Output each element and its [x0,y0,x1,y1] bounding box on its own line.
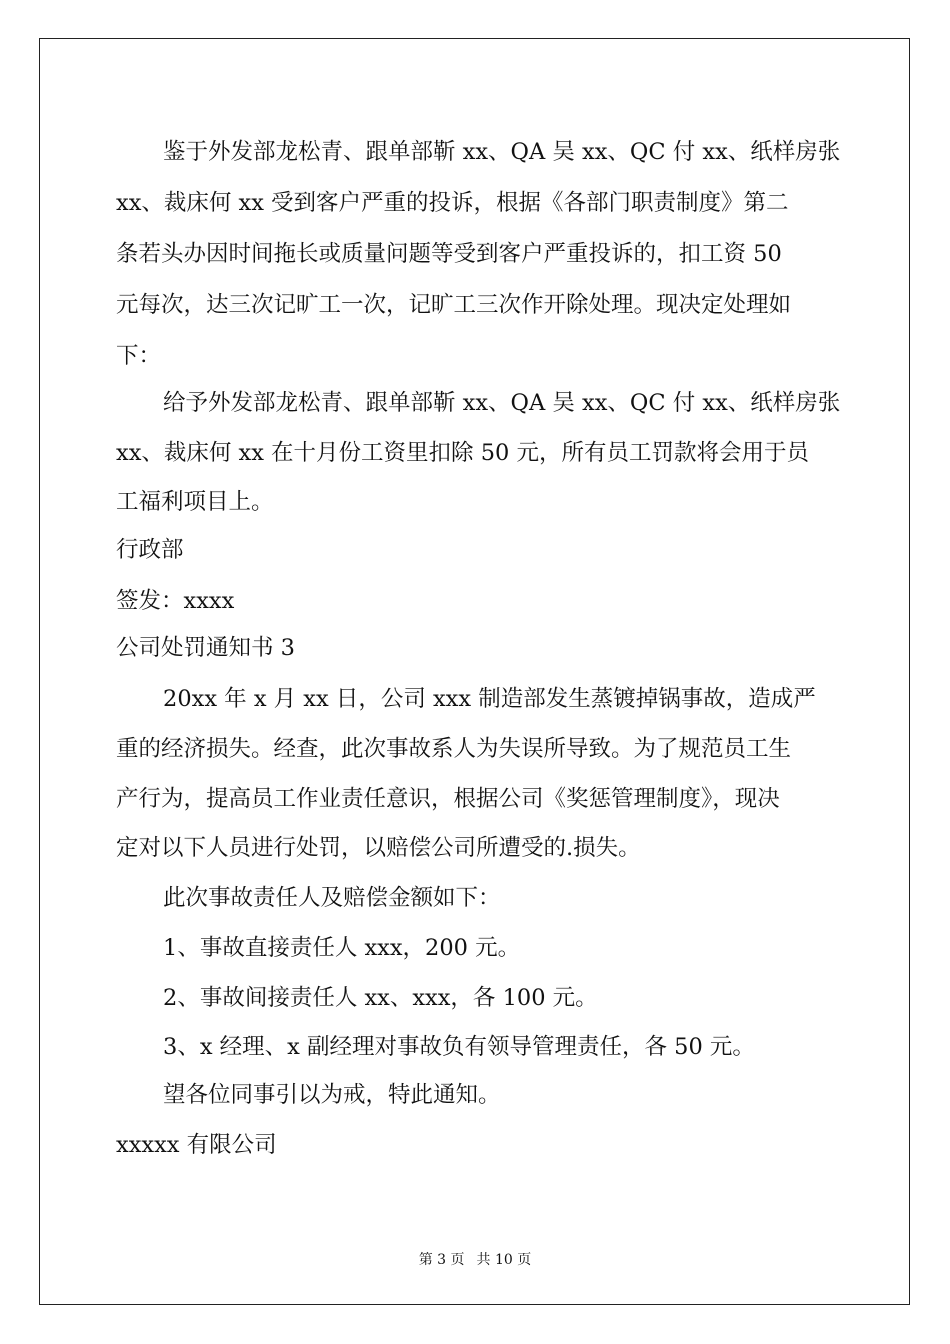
paragraph-line: 条若头办因时间拖长或质量问题等受到客户严重投诉的，扣工资 50 [116,241,782,267]
paragraph-line: 给予外发部龙松青、跟单部靳 xx、QA 吴 xx、QC 付 xx、纸样房张 [163,390,841,416]
paragraph-line: 下： [116,343,162,369]
paragraph-line: 20xx 年 x 月 xx 日，公司 xxx 制造部发生蒸镀掉锅事故，造成严 [163,686,816,712]
paragraph-line: 此次事故责任人及赔偿金额如下： [163,885,501,911]
page-total: 共 10 页 [476,1252,532,1268]
paragraph-line: xx、裁床何 xx 受到客户严重的投诉，根据《各部门职责制度》第二 [116,190,789,216]
paragraph-line: xx、裁床何 xx 在十月份工资里扣除 50 元，所有员工罚款将会用于员 [116,440,809,466]
page-number: 第 3 页 [418,1252,465,1268]
paragraph-line: 元每次，达三次记旷工一次，记旷工三次作开除处理。现决定处理如 [116,292,792,318]
signature-department: 行政部 [116,537,184,563]
paragraph-line: 产行为，提高员工作业责任意识，根据公司《奖惩管理制度》，现决 [116,786,780,812]
paragraph-line: 工福利项目上。 [116,489,274,515]
paragraph-line: 重的经济损失。经查，此次事故系人为失误所导致。为了规范员工生 [116,736,792,762]
page-footer [0,1249,950,1269]
paragraph-line: 定对以下人员进行处罚，以赔偿公司所遭受的.损失。 [116,835,641,861]
list-item: 3、x 经理、x 副经理对事故负有领导管理责任，各 50 元。 [163,1034,755,1060]
signature-issuer: 签发：xxxx [116,588,235,614]
list-item: 2、事故间接责任人 xx、xxx，各 100 元。 [163,985,598,1011]
list-item: 1、事故直接责任人 xxx，200 元。 [163,935,521,961]
paragraph-line: 望各位同事引以为戒，特此通知。 [163,1082,501,1108]
page-border [39,38,910,1305]
section-title: 公司处罚通知书 3 [116,635,295,661]
company-signature: xxxxx 有限公司 [116,1132,277,1158]
paragraph-line: 鉴于外发部龙松青、跟单部靳 xx、QA 吴 xx、QC 付 xx、纸样房张 [163,139,841,165]
